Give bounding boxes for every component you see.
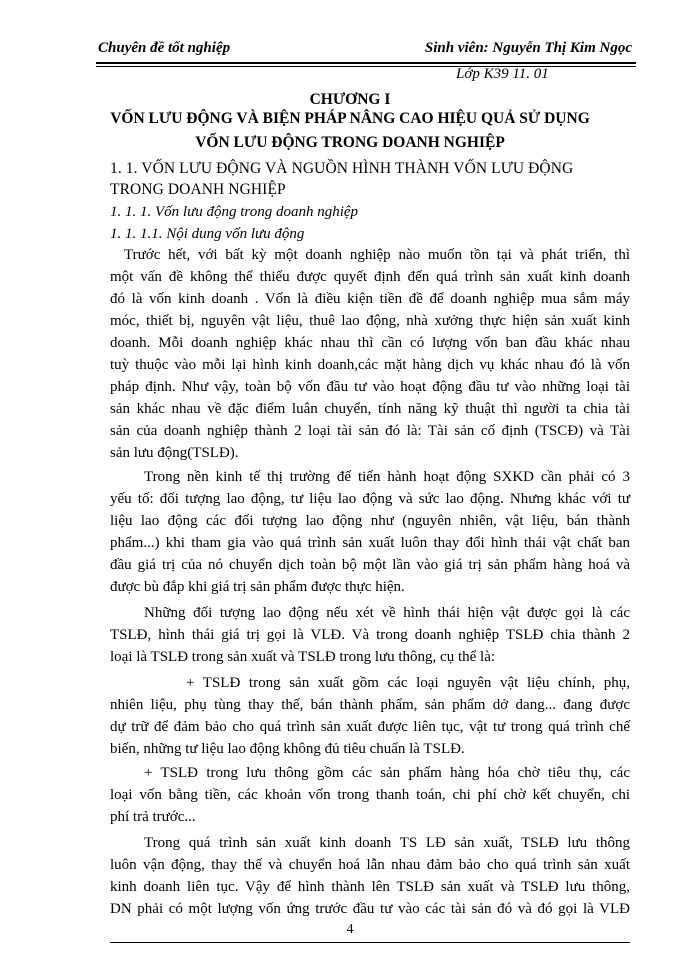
body-line: nhiên liệu, phụ tùng thay thế, bán thành phẩm, sản phẩm dở dang... đang được — [110, 697, 630, 713]
page-number: 4 — [346, 922, 354, 937]
section-heading-line-1: 1. 1. VỐN LƯU ĐỘNG VÀ NGUỒN HÌNH THÀNH VỐN LƯU ĐỘNG — [110, 160, 574, 177]
body-line: loại vốn bằng tiền, các khoản vốn trong thanh toán, chi phí chờ kết chuyển, chi — [110, 787, 630, 803]
header-title: Chuyên đề tốt nghiệp — [98, 40, 231, 56]
body-line: phí trả trước... — [110, 809, 196, 825]
body-line: móc, thiết bị, nguyên vật liệu, thuê lao động, nhà xưởng thực hiện sản xuất kinh — [110, 313, 630, 329]
body-line: luôn vận động, thay thế và chuyển hoá lẫn nhau đảm bảo cho quá trình sản xuất — [110, 857, 630, 873]
body-line: biến, những tư liệu lao động không đủ tiêu chuẩn là TSLĐ. — [110, 741, 465, 757]
body-line: Trong nền kinh tế thị trường để tiến hành hoạt động SXKD cần phải có 3 — [144, 469, 630, 485]
header-student: Sinh viên: Nguyễn Thị Kim Ngọc — [424, 40, 632, 56]
body-line: doanh. Mỗi doanh nghiệp khác nhau thì cần có lượng vốn ban đầu khác nhau — [110, 335, 630, 351]
subsection-heading: 1. 1. 1. Vốn lưu động trong doanh nghiệp — [110, 204, 359, 220]
body-line: sản của doanh nghiệp thành 2 loại tài sản đó là: Tài sản cố định (TSCĐ) và Tài — [110, 423, 630, 439]
body-line: yếu tố: đối tượng lao động, tư liệu lao động và sức lao động. Nhưng khác với tư — [110, 491, 630, 507]
header-class: Lớp K39 11. 01 — [456, 66, 549, 82]
body-line: một vấn đề không thể thiếu được quyết định đến quá trình sản xuất kinh doanh — [110, 269, 630, 285]
body-line: + TSLĐ trong sản xuất gồm các loại nguyên vật liệu chính, phụ, — [186, 675, 630, 691]
chapter-title-line-1: VỐN LƯU ĐỘNG VÀ BIỆN PHÁP NÂNG CAO HIỆU QUẢ SỬ DỤNG — [110, 110, 590, 127]
chapter-title-line-2: VỐN LƯU ĐỘNG TRONG DOANH NGHIỆP — [195, 134, 505, 151]
chapter-label: CHƯƠNG I — [309, 91, 391, 108]
body-line: sản lưu động(TSLĐ). — [110, 445, 239, 461]
body-line: phẩm...) khi tham gia vào quá trình sản xuất luôn thay đổi hình thái vật chất ban — [110, 535, 630, 551]
body-line: DN phải có một lượng vốn ứng trước đầu tư vào các tài sản đó và đó gọi là VLĐ — [110, 901, 630, 917]
body-line: được bù đắp khi giá trị sản phẩm được thực hiện. — [110, 579, 405, 595]
section-heading-line-2: TRONG DOANH NGHIỆP — [110, 181, 286, 198]
footer-rule — [110, 942, 630, 943]
header-rule — [96, 62, 636, 67]
body-line: đầu giá trị của nó chuyển dịch toàn bộ một lần vào giá trị sản phẩm hàng hoá và — [110, 557, 630, 573]
body-line: đó là vốn kinh doanh . Vốn là điều kiện tiền đề để doanh nghiệp mua sắm máy — [110, 291, 630, 307]
body-line: loại là TSLĐ trong sản xuất và TSLĐ trong lưu thông, cụ thể là: — [110, 649, 496, 665]
body-line: + TSLĐ trong lưu thông gồm các sản phẩm hàng hóa chờ tiêu thụ, các — [144, 765, 630, 781]
body-line: tuỳ thuộc vào mỗi lại hình kinh doanh,các mặt hàng dịch vụ khác nhau đó là vốn — [110, 357, 630, 373]
body-line: Trước hết, với bất kỳ một doanh nghiệp nào muốn tồn tại và phát triển, thì — [124, 247, 630, 263]
page-header — [96, 36, 636, 60]
body-line: Những đối tượng lao động nếu xét về hình thái hiện vật được gọi là các — [144, 605, 630, 621]
subsubsection-heading: 1. 1. 1.1. Nội dung vốn lưu động — [110, 226, 305, 242]
body-line: pháp định. Như vậy, toàn bộ vốn đầu tư vào hoạt động đầu tư vào những loại tài — [110, 379, 630, 395]
body-line: dự trữ để đảm bảo cho quá trình sản xuất được liên tục, vật tư trong quá trình chế — [110, 719, 630, 735]
body-line: kinh doanh liên tục. Vậy để hình thành lên TSLĐ sản xuất và TSLĐ lưu thông, — [110, 879, 630, 895]
body-line: Trong quá trình sản xuất kinh doanh TS LĐ sản xuất, TSLĐ lưu thông — [144, 835, 630, 851]
body-line: TSLĐ, hình thái giá trị gọi là VLĐ. Và trong doanh nghiệp TSLĐ chia thành 2 — [110, 627, 630, 643]
body-line: liệu lao động các đối tượng lao động như (nguyên nhiên, vật liệu, bán thành — [110, 513, 630, 529]
body-line: sản khác nhau về đặc điểm luân chuyển, tính năng kỹ thuật thì người ta chia tài — [110, 401, 630, 417]
